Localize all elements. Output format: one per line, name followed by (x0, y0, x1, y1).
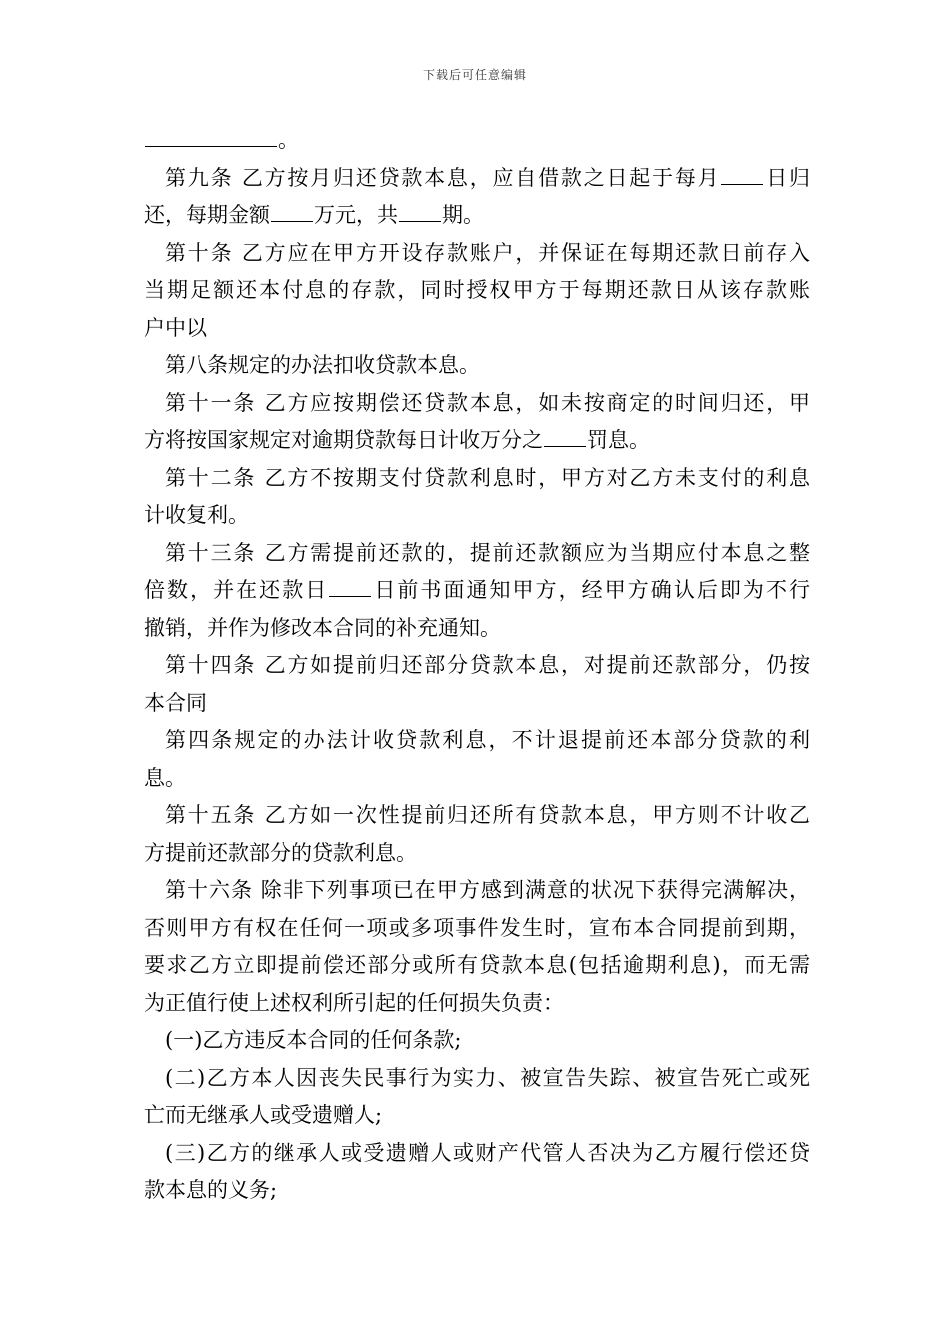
doc-line: 第十二条 乙方不按期支付贷款利息时，甲方对乙方未支付的利息 (165, 465, 810, 490)
fill-blank (399, 201, 441, 222)
document-body (144, 122, 810, 1210)
line-text: 第九条 乙方按月归还贷款本息，应自借款之日起于每月 (165, 165, 721, 190)
line-text: 罚息。 (587, 428, 650, 452)
doc-line: 为正值行使上述权利所引起的任何损失负责： (144, 990, 564, 1015)
fill-blank (145, 126, 277, 147)
line-text: 期。 (442, 203, 484, 227)
line-text: 还，每期金额 (144, 203, 270, 227)
doc-line (144, 160, 810, 198)
doc-line: (一)乙方违反本合同的任何条款; (165, 1028, 462, 1052)
doc-line: 否则甲方有权在任何一项或多项事件发生时，宣布本合同提前到期， (144, 915, 810, 940)
doc-line: 第十六条 除非下列事项已在甲方感到满意的状况下获得完满解决， (165, 878, 810, 902)
doc-line: 第四条规定的办法计收贷款利息，不计退提前还本部分贷款的利 (165, 728, 810, 752)
line-text: 。 (278, 128, 299, 152)
doc-line: 要求乙方立即提前偿还部分或所有贷款本息(包括逾期利息)，而无需 (144, 953, 810, 977)
doc-line: 款本息的义务; (144, 1178, 278, 1202)
doc-line: 当期足额还本付息的存款，同时授权甲方于每期还款日从该存款账 (144, 278, 810, 302)
doc-line (144, 122, 810, 160)
line-text: 万元，共 (314, 203, 398, 227)
doc-line: 第十三条 乙方需提前还款的，提前还款额应为当期应付本息之整 (165, 540, 810, 565)
line-text: 方将按国家规定对逾期贷款每日计收万分之 (144, 428, 543, 452)
line-text: 倍数，并在还款日 (144, 578, 329, 602)
doc-line: 撤销，并作为修改本合同的补充通知。 (144, 615, 501, 640)
doc-line: (二)乙方本人因丧失民事行为实力、被宣告失踪、被宣告死亡或死 (165, 1065, 810, 1090)
doc-line: 本合同 (144, 690, 207, 715)
doc-line: 计收复利。 (144, 503, 249, 527)
fill-blank (544, 426, 586, 447)
doc-line: 亡而无继承人或受遗赠人; (144, 1103, 383, 1127)
doc-line (144, 197, 810, 235)
page-header: 下载后可任意编辑 (422, 68, 527, 82)
fill-blank (329, 576, 371, 597)
doc-line: 户中以 (144, 315, 207, 340)
doc-line: 第八条规定的办法扣收贷款本息。 (165, 353, 480, 377)
doc-line: (三)乙方的继承人或受遗赠人或财产代管人否决为乙方履行偿还贷 (165, 1140, 810, 1165)
doc-line: 息。 (144, 765, 186, 790)
doc-line: 第十四条 乙方如提前归还部分贷款本息，对提前还款部分，仍按 (165, 653, 810, 677)
doc-line: 第十条 乙方应在甲方开设存款账户，并保证在每期还款日前存入 (165, 240, 810, 265)
doc-line: 第十一条 乙方应按期偿还贷款本息，如未按商定的时间归还，甲 (165, 390, 810, 415)
doc-line: 第十五条 乙方如一次性提前归还所有贷款本息，甲方则不计收乙 (165, 803, 810, 827)
fill-blank (271, 201, 313, 222)
doc-line (144, 572, 810, 610)
line-text: 日前书面通知甲方，经甲方确认后即为不行 (372, 578, 810, 602)
doc-line (144, 422, 810, 460)
doc-line: 方提前还款部分的贷款利息。 (144, 840, 417, 865)
fill-blank (721, 164, 763, 185)
line-text: 日归 (764, 165, 811, 190)
